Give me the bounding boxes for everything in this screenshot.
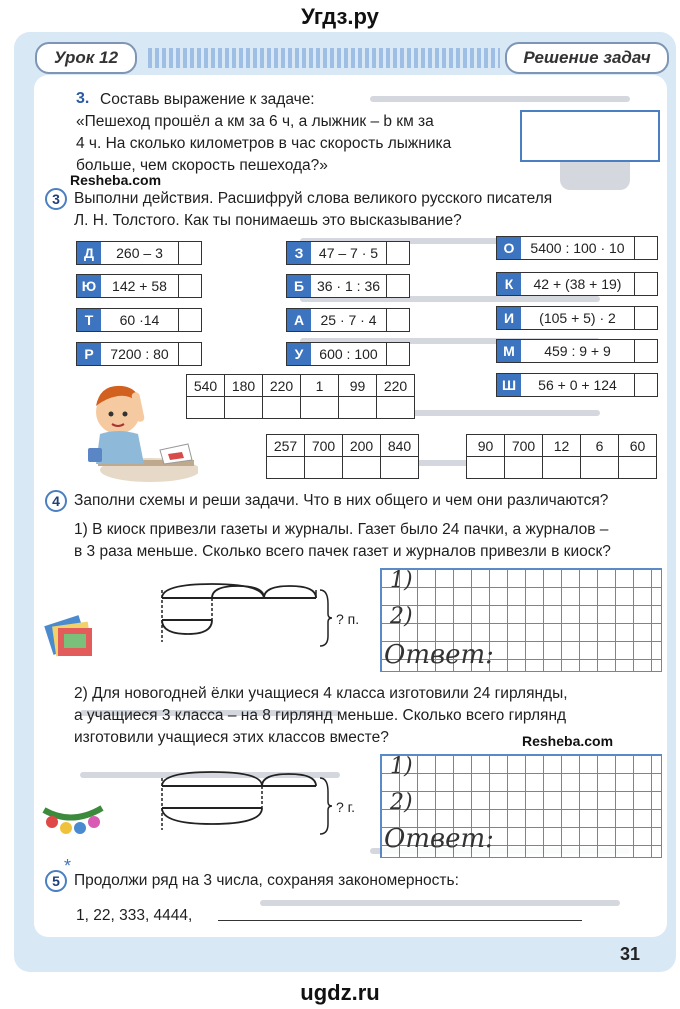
handwritten-answer-label: Ответ: [384,640,494,670]
scheme-2-label: ? г. [336,799,355,815]
task-3b-line-1: Выполни действия. Расшифруй слова великого русского писателя [74,190,553,207]
cipher-row-r [76,342,202,366]
decode-letter-cell[interactable] [343,457,381,479]
decode-number: 220 [263,375,301,397]
cipher-row-o [496,236,658,260]
cipher-answer-cell[interactable] [179,309,201,331]
decode-number: 220 [377,375,415,397]
cipher-letter: Т [77,309,101,331]
garland-icon [42,800,104,840]
task-4-problem-1-line-2: в 3 раза меньше. Сколько всего пачек газет и журналов привезли в киоск? [74,543,611,560]
cipher-row-z [286,241,410,265]
scheme-1-label: ? п. [336,611,360,627]
cipher-expression: 142 + 58 [101,275,179,297]
decode-letter-cell[interactable] [305,457,343,479]
task-5-series: 1, 22, 333, 4444, [76,907,193,924]
boy-illustration [78,372,198,484]
cipher-letter: Д [77,242,101,264]
scheme-2-diagram [152,768,352,848]
task-5-number: 5 [45,870,67,892]
decode-letter-cell[interactable] [225,397,263,419]
decode-letter-cell[interactable] [267,457,305,479]
cipher-answer-cell[interactable] [635,237,657,259]
cipher-answer-cell[interactable] [179,343,201,365]
task-3b-line-2: Л. Н. Толстого. Как ты понимаешь это высказывание? [74,212,462,229]
decode-number: 257 [267,435,305,457]
cipher-answer-cell[interactable] [387,309,409,331]
header-stripes [148,48,500,68]
decode-number: 840 [381,435,419,457]
handwritten-answer-label: Ответ: [384,824,494,854]
task-3a-line-2: 4 ч. На сколько километров в час скорость лыжника [76,135,452,152]
cipher-row-b [286,274,410,298]
decode-letter-cell[interactable] [263,397,301,419]
cipher-letter: У [287,343,311,365]
task-3a-prompt: Составь выражение к задаче: [100,91,315,108]
cipher-answer-cell[interactable] [635,273,657,295]
decode-number: 700 [505,435,543,457]
decode-number: 1 [301,375,339,397]
cipher-answer-cell[interactable] [387,275,409,297]
cipher-answer-cell[interactable] [387,343,409,365]
task-3a-answer-box[interactable] [520,110,660,162]
cipher-expression: 5400 : 100 · 10 [521,237,635,259]
cipher-letter: Ю [77,275,101,297]
task-5-star: * [64,856,72,876]
watermark-1: Resheba.com [70,172,162,188]
task-3b-number: 3 [45,188,67,210]
page-number: 31 [620,944,641,964]
cipher-row-a [286,308,410,332]
cipher-letter: М [497,340,521,362]
cipher-row-k [496,272,658,296]
task-4-problem-2-line-1: 2) Для новогодней ёлки учащиеся 4 класса изготовили 24 гирлянды, [74,685,568,702]
decode-letter-cell[interactable] [619,457,657,479]
task-5-answer-line[interactable] [218,920,582,921]
decode-letter-cell[interactable] [467,457,505,479]
cipher-answer-cell[interactable] [635,374,657,396]
cipher-letter: А [287,309,311,331]
cipher-letter: О [497,237,521,259]
cipher-expression: 60 ·14 [101,309,179,331]
decode-table-3 [466,434,657,479]
cipher-expression: 459 : 9 + 9 [521,340,635,362]
cipher-letter: Б [287,275,311,297]
cipher-row-yu [76,274,202,298]
decode-number: 12 [543,435,581,457]
task-4-number: 4 [45,490,67,512]
cipher-expression: 42 + (38 + 19) [521,273,635,295]
decode-number: 60 [619,435,657,457]
decode-number: 540 [187,375,225,397]
task-3a-line-1: «Пешеход прошёл a км за 6 ч, а лыжник – b км за [76,113,434,130]
decode-number: 700 [305,435,343,457]
decode-letter-cell[interactable] [301,397,339,419]
cipher-letter: Р [77,343,101,365]
site-footer: ugdz.ru [300,980,380,1005]
cipher-expression: 25 · 7 · 4 [311,309,387,331]
decode-letter-cell[interactable] [505,457,543,479]
cipher-letter: З [287,242,311,264]
decode-number: 6 [581,435,619,457]
decode-letter-cell[interactable] [339,397,377,419]
cipher-letter: Ш [497,374,521,396]
cipher-row-d [76,241,202,265]
task-4-problem-2-line-2: а учащиеся 3 класса – на 8 гирлянд меньше. Сколько всего гирлянд [74,707,567,724]
decode-letter-cell[interactable] [581,457,619,479]
decode-number: 180 [225,375,263,397]
cipher-row-sh [496,373,658,397]
handwritten-1-label: 1) [390,754,413,779]
task-3a-number: 3. [76,90,90,107]
handwritten-1-label: 1) [390,568,413,593]
lesson-label: Урок 12 [35,42,137,74]
cipher-answer-cell[interactable] [179,242,201,264]
task-3a-line-3: больше, чем скорость пешехода?» [76,157,328,174]
cipher-row-i [496,306,658,330]
cipher-answer-cell[interactable] [635,307,657,329]
cipher-expression: 47 – 7 · 5 [311,242,387,264]
cipher-row-u [286,342,410,366]
decode-letter-cell[interactable] [187,397,225,419]
decode-number: 90 [467,435,505,457]
cipher-answer-cell[interactable] [179,275,201,297]
decode-letter-cell[interactable] [543,457,581,479]
cipher-expression: 260 – 3 [101,242,179,264]
cipher-expression: 7200 : 80 [101,343,179,365]
task-4-title: Заполни схемы и реши задачи. Что в них общего и чем они различаются? [74,492,609,509]
handwritten-2-label: 2) [390,604,413,629]
scheme-1-diagram [152,580,352,660]
topic-label: Решение задач [505,42,669,74]
decode-table-1 [186,374,415,419]
cipher-answer-cell[interactable] [387,242,409,264]
decode-table-2 [266,434,419,479]
cipher-expression: 36 · 1 : 36 [311,275,387,297]
magazines-icon [44,610,98,660]
decode-number: 99 [339,375,377,397]
watermark-2: Resheba.com [522,733,614,749]
cipher-letter: И [497,307,521,329]
handwritten-2-label: 2) [390,790,413,815]
cipher-expression: 600 : 100 [311,343,387,365]
cipher-expression: 56 + 0 + 124 [521,374,635,396]
task-4-problem-1-line-1: 1) В киоск привезли газеты и журналы. Газет было 24 пачки, а журналов – [74,521,609,538]
cipher-answer-cell[interactable] [635,340,657,362]
cipher-letter: К [497,273,521,295]
site-header: Угдз.ру [301,4,379,29]
cipher-row-t [76,308,202,332]
decode-letter-cell[interactable] [377,397,415,419]
cipher-row-m [496,339,658,363]
decode-number: 200 [343,435,381,457]
cipher-expression: (105 + 5) · 2 [521,307,635,329]
task-5-title: Продолжи ряд на 3 числа, сохраняя закономерность: [74,872,459,889]
decode-letter-cell[interactable] [381,457,419,479]
task-4-problem-2-line-3: изготовили учащиеся этих классов вместе? [74,729,389,746]
